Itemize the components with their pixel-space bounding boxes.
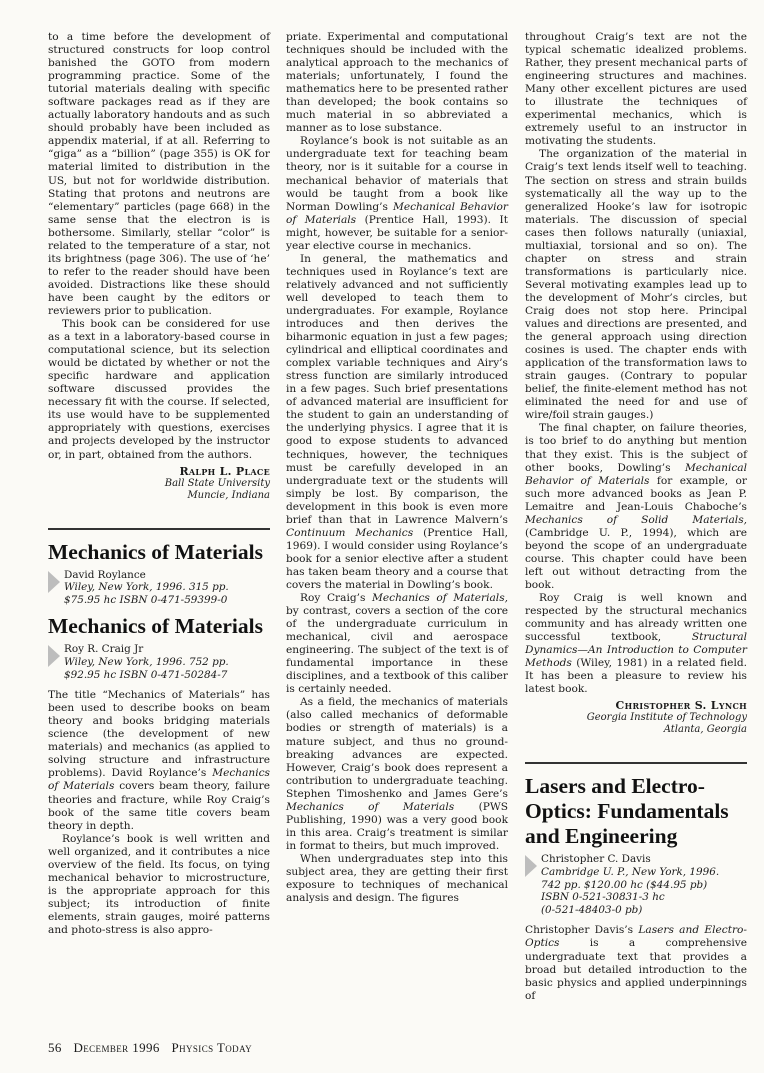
paragraph: The title “Mechanics of Materials” has been used to describe books on beam theory and books bridging materials science (the development of new materials) and mechanics (as applied to solving structure and infrastructure problems). David Roylance’s Mechanics of Materials covers beam theory, failure theories and fracture, while Roy Craig’s book of the same title covers beam theory in depth. (48, 689, 270, 832)
book-info (48, 643, 270, 681)
reviewer-name: Ralph L. Place (179, 464, 270, 478)
magazine-name: Physics Today (171, 1040, 253, 1055)
book-price-isbn: $92.95 hc ISBN 0-471-50284-7 (64, 668, 228, 681)
book-publication: Wiley, New York, 1996. 752 pp. (64, 655, 229, 668)
paragraph: As a field, the mechanics of materials (also called mechanics of deformable bodies or strength of materials) is a mature subject, and thus no ground-breaking advances are expected. However, Craig’s book does represent a contribution to undergraduate teaching. Stephen Timoshenko and James Gere’s Mechanics of Materials (PWS Publishing, 1990) was a very good book in this area. Craig’s treatment is similar in format to theirs, but much improved. (286, 696, 508, 852)
reviewer-signature (525, 699, 747, 736)
book-publication: Cambridge U. P., New York, 1996. (541, 866, 720, 879)
paragraph: Roylance’s book is well written and well organized, and it contributes a nice overview of the field. Its focus, on tying mechanical behavior to microstructure, is the appropriate approach for this subject; its introduction of finite elements, strain gauges, moiré patterns and photo-stress is also appro- (48, 832, 270, 936)
triangle-marker-icon (48, 571, 60, 593)
column-2 (286, 31, 508, 905)
paragraph: Christopher Davis’s Lasers and Electro-Optics is a comprehensive undergraduate text that provides a broad but detailed introduction to the basic physics and applied underpinnings of (525, 924, 747, 1002)
paragraph: throughout Craig’s text are not the typical schematic idealized problems. Rather, they present mechanical parts of engineering structures and machines. Many other excellent pictures are used to illustrate the techniques of experimental mechanics, which is extremely useful to an instructor in motivating the students. (525, 31, 747, 148)
review-title: Mechanics of Materials (48, 539, 263, 564)
paragraph: Roy Craig’s Mechanics of Materials, by contrast, covers a section of the core of the undergraduate curriculum in mechanical, civil and aerospace engineering. The subject of the text is of fundamental importance in these disciplines, and a textbook of this caliber is certainly needed. (286, 592, 508, 696)
paragraph: When undergraduates step into this subject area, they are getting their first exposure to techniques of mechanical analysis and design. The figures (286, 852, 508, 905)
book-author: David Roylance (64, 568, 146, 581)
section-divider (48, 528, 270, 530)
column-1 (48, 31, 270, 937)
book-publication: Wiley, New York, 1996. 315 pp. (64, 581, 229, 594)
reviewer-affiliation: Ball State University (164, 477, 270, 489)
book-info (48, 569, 270, 607)
book-isbn-pb: (0-521-48403-0 pb) (541, 903, 643, 916)
paragraph: The organization of the material in Craig’s text lends itself well to teaching. The section on stress and strain builds systematically all the way up to the generalized Hooke’s law for isotropic materials. The discussion of special cases then follows naturally (uniaxial, multiaxial, torsional and so on). The chapter on stress and strain transformations is particularly nice. Several motivating examples lead up to the development of Mohr’s circles, but Craig does not stop here. Principal values and directions are presented, and the general approach using direction cosines is used. The chapter ends with application of the transformation laws to strain gauges. (Contrary to popular belief, the finite-element method has not eliminated the need for and use of wire/foil strain gauges.) (525, 148, 747, 422)
paragraph: priate. Experimental and computational techniques should be included with the analytical approach to the mechanics of materials; unfortunately, I found the mathematics here to be presented rather than developed; the book contains so much material in so abbreviated a manner as to lose substance. (286, 31, 508, 135)
book-price: 742 pp. $120.00 hc ($44.95 pb) (541, 878, 708, 891)
column-3 (525, 31, 747, 1003)
book-price-isbn: $75.95 hc ISBN 0-471-59399-0 (64, 593, 228, 606)
paragraph: Roylance’s book is not suitable as an undergraduate text for teaching beam theory, nor is it suitable for a course in mechanical behavior of materials that would be taught from a book like Norman Dowling’s Mechanical Behavior of Materials (Prentice Hall, 1993). It might, however, be suitable for a senior-year elective course in mechanics. (286, 135, 508, 252)
review-title: Lasers and Electro-Optics: Fundamentals and Engineering (525, 774, 729, 849)
paragraph: to a time before the development of structured constructs for loop control banished the GOTO from modern programming practice. Some of the tutorial materials dealing with specific software packages read as if they are actually laboratory handouts and as such should probably have been included as appendix material, if at all. Referring to “giga” as a “billion” (page 355) is OK for material limited to distribution in the US, but not for worldwide distribution. Stating that protons and neutrons are “elementary” particles (page 668) in the same sense that the electron is is bothersome. Similarly, stellar “color” is related to the temperature of a star, not its brightness (page 306). The use of ‘he’ to refer to the reader should have been avoided. Distractions like these should have been caught by the editors or reviewers prior to publication. (48, 31, 270, 317)
paragraph: In general, the mathematics and techniques used in Roylance’s text are relatively advanced and not sufficiently well developed to teach them to undergraduates. For example, Roylance introduces and then derives the biharmonic equation in just a few pages; cylindrical and elliptical coordinates and complex variable techniques and Airy’s stress function are similarly introduced in a few pages. Such brief presentations of advanced material are insufficient for the student to gain an understanding of the underlying physics. I agree that it is good to expose students to advanced techniques, however, the techniques must be carefully developed in an undergraduate text or the students will simply be lost. By comparison, the development in this book is even more brief than that in Lawrence Malvern’s Continuum Mechanics (Prentice Hall, 1969). I would consider using Roylance’s book for a senior elective after a student has taken beam theory and a course that covers the material in Dowling’s book. (286, 252, 508, 591)
paragraph: Roy Craig is well known and respected by the structural mechanics community and has already written one successful textbook, Structural Dynamics—An Introduction to Computer Methods (Wiley, 1981) in a related field. It has been a pleasure to review his latest book. (525, 592, 747, 696)
book-author: Christopher C. Davis (541, 853, 651, 866)
page-number: 56 (48, 1040, 62, 1055)
reviewer-location: Atlanta, Georgia (663, 724, 747, 736)
book-isbn: ISBN 0-521-30831-3 hc (541, 891, 665, 904)
page-footer (48, 1040, 260, 1056)
reviewer-name: Christopher S. Lynch (615, 699, 747, 713)
section-divider (525, 762, 747, 764)
book-info (525, 853, 747, 916)
review-title: Mechanics of Materials (48, 614, 263, 639)
reviewer-location: Muncie, Indiana (187, 489, 270, 501)
reviewer-affiliation: Georgia Institute of Technology (586, 712, 747, 724)
issue-date: December 1996 (73, 1040, 160, 1055)
triangle-marker-icon (48, 645, 60, 667)
paragraph: This book can be considered for use as a text in a laboratory-based course in computational science, but its selection would be dictated by whether or not the specific hardware and application software discussed provides the necessary fit with the course. If selected, its use would have to be supplemented appropriately with questions, exercises and projects developed by the instructor or, in part, obtained from the authors. (48, 318, 270, 461)
book-author: Roy R. Craig Jr (64, 643, 144, 656)
reviewer-signature (48, 465, 270, 502)
paragraph: The final chapter, on failure theories, is too brief to do anything but mention that they exist. This is the subject of other books, Dowling’s Mechanical Behavior of Materials for example, or such more advanced books as Jean P. Lemaitre and Jean-Louis Chaboche’s Mechanics of Solid Materials, (Cambridge U. P., 1994), which are beyond the scope of an undergraduate course. This chapter could have been left out without detracting from the book. (525, 422, 747, 591)
triangle-marker-icon (525, 855, 537, 877)
